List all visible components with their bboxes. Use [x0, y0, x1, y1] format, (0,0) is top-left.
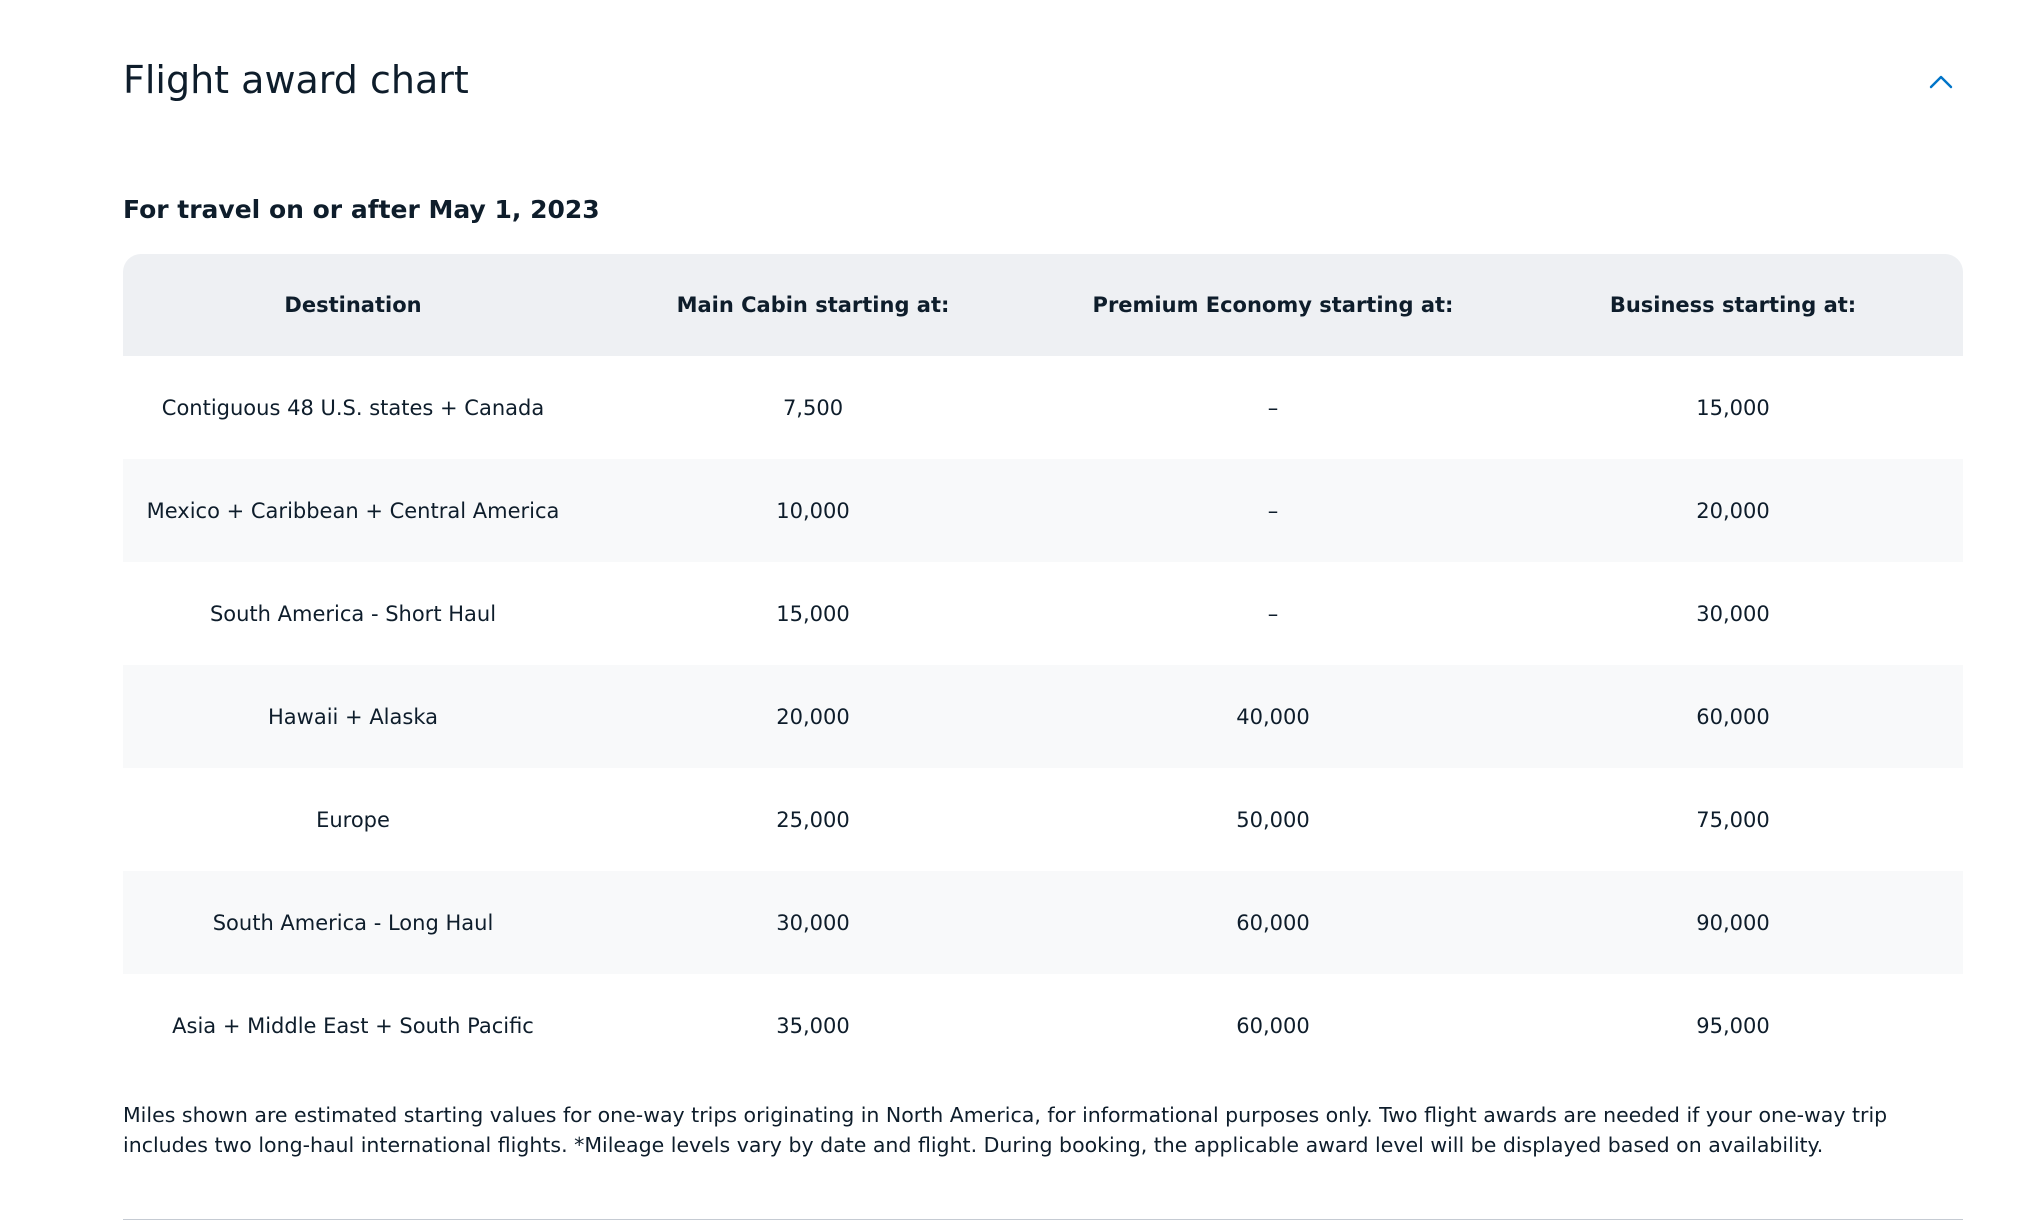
business-cell: 15,000	[1696, 395, 1770, 420]
travel-date-subtitle: For travel on or after May 1, 2023	[123, 195, 600, 224]
destination-cell: Asia + Middle East + South Pacific	[172, 1013, 534, 1038]
column-header-destination: Destination	[284, 293, 422, 317]
main-cabin-cell: 20,000	[776, 704, 850, 729]
footnote-text: Miles shown are estimated starting values for one-way trips originating in North America, for informational purposes only. Two flight awards are needed if your one-way trip includes two long-haul international flights. *Mileage levels vary by date and flight. During booking, the applicable award level will be displayed based on availability.	[123, 1103, 1888, 1157]
main-cabin-cell: 25,000	[776, 807, 850, 832]
business-cell: 30,000	[1696, 601, 1770, 626]
destination-cell: Mexico + Caribbean + Central America	[146, 498, 560, 523]
destination-cell: Europe	[316, 807, 390, 832]
table-row	[123, 562, 1963, 665]
premium-economy-cell: –	[1267, 395, 1279, 420]
business-cell: 90,000	[1696, 910, 1770, 935]
section-divider	[123, 1219, 1963, 1220]
business-cell: 75,000	[1696, 807, 1770, 832]
business-cell: 95,000	[1696, 1013, 1770, 1038]
premium-economy-cell: 50,000	[1236, 807, 1310, 832]
table-row	[123, 665, 1963, 768]
premium-economy-cell: 60,000	[1236, 910, 1310, 935]
main-cabin-cell: 35,000	[776, 1013, 850, 1038]
premium-economy-cell: 40,000	[1236, 704, 1310, 729]
column-header-main-cabin: Main Cabin starting at:	[676, 293, 950, 317]
business-cell: 60,000	[1696, 704, 1770, 729]
table-row	[123, 974, 1963, 1077]
award-chart-section	[123, 0, 1963, 1221]
premium-economy-cell: –	[1267, 498, 1279, 523]
main-cabin-cell: 30,000	[776, 910, 850, 935]
table-row	[123, 459, 1963, 562]
award-chart-table	[123, 254, 1963, 1077]
table-row	[123, 871, 1963, 974]
table-row	[123, 768, 1963, 871]
premium-economy-cell: –	[1267, 601, 1279, 626]
section-header	[123, 52, 1963, 114]
table-row	[123, 356, 1963, 459]
column-header-premium-economy: Premium Economy starting at:	[1092, 293, 1454, 317]
destination-cell: South America - Short Haul	[209, 601, 497, 626]
main-cabin-cell: 10,000	[776, 498, 850, 523]
page-title: Flight award chart	[123, 58, 469, 102]
collapse-toggle-button[interactable]	[1919, 60, 1963, 104]
column-header-business: Business starting at:	[1609, 293, 1857, 317]
destination-cell: Contiguous 48 U.S. states + Canada	[161, 395, 545, 420]
premium-economy-cell: 60,000	[1236, 1013, 1310, 1038]
destination-cell: South America - Long Haul	[212, 910, 494, 935]
destination-cell: Hawaii + Alaska	[268, 704, 438, 729]
chevron-up-icon	[1919, 60, 1963, 104]
main-cabin-cell: 15,000	[776, 601, 850, 626]
main-cabin-cell: 7,500	[782, 395, 844, 420]
table-header-row	[123, 254, 1963, 356]
business-cell: 20,000	[1696, 498, 1770, 523]
